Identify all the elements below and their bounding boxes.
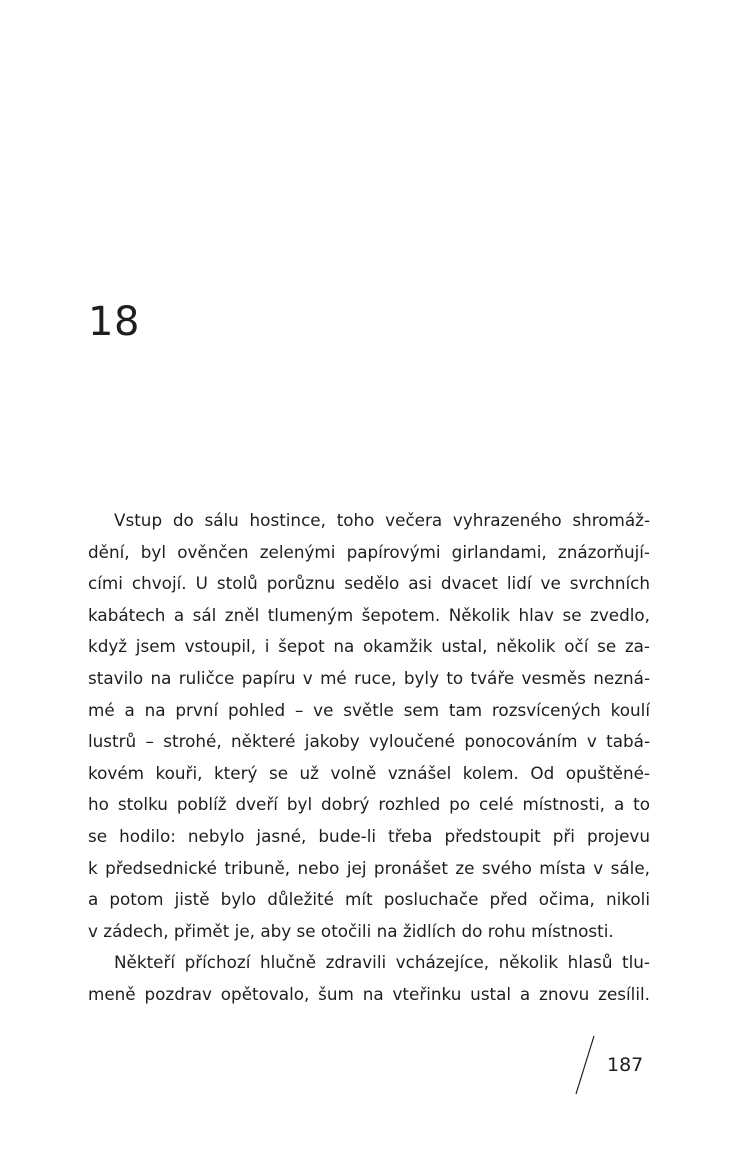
text-line: k předsednické tribuně, nebo jej pronášet ze svého místa v sále, [88, 857, 650, 878]
text-line: se hodilo: nebylo jasné, bude-li třeba předstoupit při projevu [88, 825, 650, 846]
text-line: meně pozdrav opětovalo, šum na vteřinku ustal a znovu zesílil. [88, 983, 650, 1004]
text-line: když jsem vstoupil, i šepot na okamžik ustal, několik očí se za- [88, 636, 650, 657]
text-line: stavilo na ruličce papíru v mé ruce, byly to tváře vesměs nezná- [88, 667, 650, 688]
page-number: 187 [607, 1054, 644, 1076]
text-line: kovém kouři, který se už volně vznášel kolem. Od opuštěné- [88, 762, 650, 783]
body-text [88, 505, 650, 1011]
text-line: a potom jistě bylo důležité mít posluchače před očima, nikoli [88, 889, 650, 910]
folio-slash-rule [573, 1035, 597, 1095]
text-line: kabátech a sál zněl tlumeným šepotem. Několik hlav se zvedlo, [88, 604, 650, 625]
text-line: ho stolku poblíž dveří byl dobrý rozhled po celé místnosti, a to [88, 794, 650, 815]
text-line: mé a na první pohled – ve světle sem tam rozsvícených koulí [88, 699, 650, 720]
text-line: cími chvojí. U stolů porůznu sedělo asi dvacet lidí ve svrchních [88, 573, 650, 594]
text-line: dění, byl ověnčen zelenými papírovými girlandami, znázorňují- [88, 541, 650, 562]
text-line: v zádech, přimět je, aby se otočili na židlích do rohu místnosti. [88, 920, 614, 941]
text-line: Vstup do sálu hostince, toho večera vyhrazeného shromáž- [114, 510, 650, 530]
chapter-number: 18 [88, 299, 140, 345]
text-line: lustrů – strohé, některé jakoby vyloučené ponocováním v tabá- [88, 731, 650, 752]
text-line: Někteří příchozí hlučně zdravili vcházejíce, několik hlasů tlu- [114, 952, 650, 973]
